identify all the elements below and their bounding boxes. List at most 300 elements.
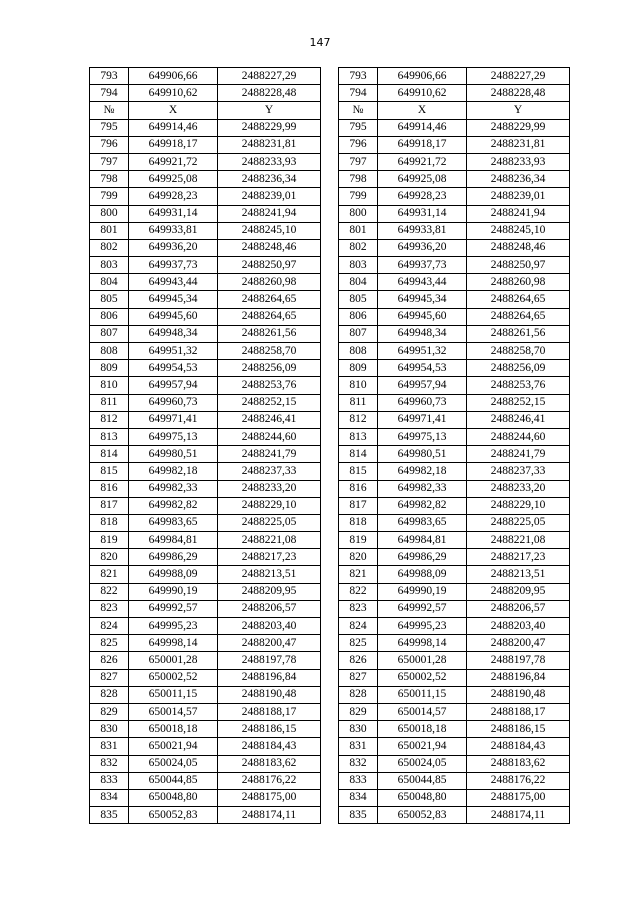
point-number-cell: 802: [339, 239, 378, 256]
coordinates-table: [89, 67, 570, 824]
table-row: [90, 136, 570, 153]
table-row: [90, 446, 570, 463]
table-row: [90, 755, 570, 772]
x-coordinate-cell: 649914,46: [378, 119, 467, 136]
x-coordinate-cell: 650001,28: [378, 652, 467, 669]
point-number-cell: 822: [90, 583, 129, 600]
point-number-cell: 835: [339, 807, 378, 824]
x-coordinate-cell: 649982,82: [129, 497, 218, 514]
point-number-cell: 799: [90, 188, 129, 205]
table-row: [90, 583, 570, 600]
point-number-cell: 794: [339, 85, 378, 102]
column-gap: [321, 360, 339, 377]
x-coordinate-cell: 649954,53: [129, 360, 218, 377]
point-number-cell: 823: [90, 600, 129, 617]
x-coordinate-cell: 649936,20: [129, 239, 218, 256]
table-row: [90, 428, 570, 445]
x-coordinate-cell: 650044,85: [378, 772, 467, 789]
point-number-cell: 812: [339, 411, 378, 428]
x-coordinate-cell: 649982,18: [378, 463, 467, 480]
x-coordinate-cell: 650011,15: [378, 686, 467, 703]
point-number-cell: 821: [90, 566, 129, 583]
point-number-cell: 795: [339, 119, 378, 136]
column-gap: [321, 102, 339, 119]
x-coordinate-cell: 649954,53: [378, 360, 467, 377]
x-coordinate-cell: 649933,81: [129, 222, 218, 239]
x-coordinate-cell: 650002,52: [129, 669, 218, 686]
x-coordinate-cell: 649948,34: [129, 325, 218, 342]
table-row: [90, 703, 570, 720]
point-number-cell: 819: [90, 532, 129, 549]
point-number-cell: 815: [339, 463, 378, 480]
y-coordinate-cell: 2488258,70: [218, 343, 321, 360]
y-coordinate-cell: 2488206,57: [218, 600, 321, 617]
point-number-cell: 820: [90, 549, 129, 566]
y-coordinate-cell: 2488227,29: [218, 68, 321, 85]
column-gap: [321, 686, 339, 703]
table-row: [90, 652, 570, 669]
y-coordinate-cell: 2488233,20: [218, 480, 321, 497]
x-coordinate-cell: 649937,73: [129, 257, 218, 274]
point-number-cell: 817: [90, 497, 129, 514]
y-coordinate-cell: 2488260,98: [218, 274, 321, 291]
x-coordinate-cell: 649948,34: [378, 325, 467, 342]
y-coordinate-cell: 2488225,05: [218, 514, 321, 531]
y-coordinate-cell: 2488190,48: [467, 686, 570, 703]
x-coordinate-cell: 649982,82: [378, 497, 467, 514]
x-coordinate-cell: 649945,34: [378, 291, 467, 308]
y-coordinate-cell: 2488241,94: [467, 205, 570, 222]
y-coordinate-cell: 2488221,08: [218, 532, 321, 549]
column-gap: [321, 618, 339, 635]
point-number-cell: 826: [339, 652, 378, 669]
table-row: [90, 85, 570, 102]
point-number-cell: 796: [339, 136, 378, 153]
column-gap: [321, 222, 339, 239]
x-coordinate-cell: 649984,81: [378, 532, 467, 549]
column-gap: [321, 789, 339, 806]
y-coordinate-cell: 2488184,43: [218, 738, 321, 755]
point-number-cell: 815: [90, 463, 129, 480]
point-number-cell: 834: [339, 789, 378, 806]
point-number-cell: 829: [90, 703, 129, 720]
table-row: [90, 377, 570, 394]
column-gap: [321, 274, 339, 291]
page-number: 147: [309, 36, 331, 49]
point-number-cell: 811: [90, 394, 129, 411]
column-gap: [321, 635, 339, 652]
y-coordinate-cell: 2488227,29: [467, 68, 570, 85]
point-number-cell: 818: [339, 514, 378, 531]
y-coordinate-cell: 2488197,78: [467, 652, 570, 669]
y-coordinate-cell: 2488225,05: [467, 514, 570, 531]
x-coordinate-cell: 649937,73: [378, 257, 467, 274]
point-number-cell: 820: [339, 549, 378, 566]
x-coordinate-cell: 649933,81: [378, 222, 467, 239]
x-coordinate-cell: 650018,18: [129, 721, 218, 738]
point-number-cell: 832: [90, 755, 129, 772]
y-coordinate-cell: 2488200,47: [218, 635, 321, 652]
y-coordinate-cell: 2488183,62: [467, 755, 570, 772]
point-number-cell: 807: [90, 325, 129, 342]
y-coordinate-cell: 2488183,62: [218, 755, 321, 772]
y-coordinate-cell: 2488237,33: [218, 463, 321, 480]
column-gap: [321, 703, 339, 720]
point-number-cell: 807: [339, 325, 378, 342]
x-coordinate-cell: 649982,33: [378, 480, 467, 497]
point-number-cell: 813: [339, 428, 378, 445]
point-number-cell: 793: [339, 68, 378, 85]
point-number-cell: 816: [90, 480, 129, 497]
table-row: [90, 257, 570, 274]
y-coordinate-cell: 2488233,93: [467, 153, 570, 170]
point-number-cell: 821: [339, 566, 378, 583]
y-coordinate-cell: 2488197,78: [218, 652, 321, 669]
x-coordinate-cell: 649971,41: [129, 411, 218, 428]
y-coordinate-cell: 2488236,34: [218, 171, 321, 188]
x-coordinate-cell: 649992,57: [129, 600, 218, 617]
point-number-cell: 795: [90, 119, 129, 136]
column-gap: [321, 463, 339, 480]
column-gap: [321, 721, 339, 738]
y-coordinate-cell: 2488228,48: [218, 85, 321, 102]
table-row: [90, 789, 570, 806]
y-coordinate-cell: Y: [218, 102, 321, 119]
x-coordinate-cell: 649906,66: [378, 68, 467, 85]
x-coordinate-cell: 649951,32: [378, 343, 467, 360]
x-coordinate-cell: 649986,29: [129, 549, 218, 566]
table-row: [90, 171, 570, 188]
point-number-cell: 819: [339, 532, 378, 549]
point-number-cell: №: [90, 102, 129, 119]
y-coordinate-cell: 2488233,20: [467, 480, 570, 497]
point-number-cell: 828: [90, 686, 129, 703]
table-row: [90, 343, 570, 360]
table-row: [90, 153, 570, 170]
point-number-cell: 804: [90, 274, 129, 291]
point-number-cell: 830: [339, 721, 378, 738]
y-coordinate-cell: 2488206,57: [467, 600, 570, 617]
y-coordinate-cell: 2488250,97: [218, 257, 321, 274]
x-coordinate-cell: 649982,33: [129, 480, 218, 497]
table-row: [90, 669, 570, 686]
point-number-cell: 824: [90, 618, 129, 635]
y-coordinate-cell: Y: [467, 102, 570, 119]
table-row: [90, 291, 570, 308]
table-row: [90, 480, 570, 497]
column-gap: [321, 566, 339, 583]
x-coordinate-cell: 649914,46: [129, 119, 218, 136]
point-number-cell: 828: [339, 686, 378, 703]
point-number-cell: 832: [339, 755, 378, 772]
y-coordinate-cell: 2488261,56: [467, 325, 570, 342]
y-coordinate-cell: 2488209,95: [467, 583, 570, 600]
point-number-cell: 823: [339, 600, 378, 617]
y-coordinate-cell: 2488175,00: [218, 789, 321, 806]
y-coordinate-cell: 2488196,84: [467, 669, 570, 686]
y-coordinate-cell: 2488261,56: [218, 325, 321, 342]
x-coordinate-cell: 650024,05: [129, 755, 218, 772]
y-coordinate-cell: 2488233,93: [218, 153, 321, 170]
table-row: [90, 239, 570, 256]
table-row: [90, 222, 570, 239]
point-number-cell: 808: [339, 343, 378, 360]
x-coordinate-cell: 649998,14: [129, 635, 218, 652]
y-coordinate-cell: 2488221,08: [467, 532, 570, 549]
x-coordinate-cell: 650021,94: [378, 738, 467, 755]
x-coordinate-cell: 649983,65: [378, 514, 467, 531]
table-row: [90, 411, 570, 428]
point-number-cell: 834: [90, 789, 129, 806]
point-number-cell: 805: [339, 291, 378, 308]
table-row: [90, 600, 570, 617]
y-coordinate-cell: 2488228,48: [467, 85, 570, 102]
y-coordinate-cell: 2488244,60: [467, 428, 570, 445]
x-coordinate-cell: 649925,08: [378, 171, 467, 188]
x-coordinate-cell: 649931,14: [129, 205, 218, 222]
x-coordinate-cell: 649995,23: [129, 618, 218, 635]
x-coordinate-cell: 649975,13: [378, 428, 467, 445]
column-gap: [321, 532, 339, 549]
y-coordinate-cell: 2488264,65: [467, 308, 570, 325]
column-gap: [321, 669, 339, 686]
y-coordinate-cell: 2488246,41: [467, 411, 570, 428]
y-coordinate-cell: 2488175,00: [467, 789, 570, 806]
column-gap: [321, 136, 339, 153]
y-coordinate-cell: 2488229,99: [467, 119, 570, 136]
x-coordinate-cell: 649945,60: [378, 308, 467, 325]
table-header-row: [90, 102, 570, 119]
point-number-cell: 827: [90, 669, 129, 686]
x-coordinate-cell: 649960,73: [129, 394, 218, 411]
column-gap: [321, 497, 339, 514]
column-gap: [321, 428, 339, 445]
x-coordinate-cell: 650021,94: [129, 738, 218, 755]
point-number-cell: 816: [339, 480, 378, 497]
x-coordinate-cell: 649918,17: [129, 136, 218, 153]
column-gap: [321, 652, 339, 669]
x-coordinate-cell: 649931,14: [378, 205, 467, 222]
y-coordinate-cell: 2488213,51: [467, 566, 570, 583]
point-number-cell: 811: [339, 394, 378, 411]
point-number-cell: 802: [90, 239, 129, 256]
x-coordinate-cell: X: [129, 102, 218, 119]
table-row: [90, 772, 570, 789]
point-number-cell: 800: [90, 205, 129, 222]
x-coordinate-cell: 650048,80: [129, 789, 218, 806]
table-row: [90, 205, 570, 222]
y-coordinate-cell: 2488174,11: [467, 807, 570, 824]
x-coordinate-cell: 649936,20: [378, 239, 467, 256]
column-gap: [321, 480, 339, 497]
x-coordinate-cell: 650044,85: [129, 772, 218, 789]
y-coordinate-cell: 2488186,15: [218, 721, 321, 738]
y-coordinate-cell: 2488176,22: [218, 772, 321, 789]
table-row: [90, 738, 570, 755]
y-coordinate-cell: 2488231,81: [218, 136, 321, 153]
point-number-cell: 810: [339, 377, 378, 394]
y-coordinate-cell: 2488256,09: [218, 360, 321, 377]
y-coordinate-cell: 2488248,46: [467, 239, 570, 256]
y-coordinate-cell: 2488231,81: [467, 136, 570, 153]
point-number-cell: 817: [339, 497, 378, 514]
y-coordinate-cell: 2488244,60: [218, 428, 321, 445]
column-gap: [321, 755, 339, 772]
table-row: [90, 618, 570, 635]
x-coordinate-cell: 650011,15: [129, 686, 218, 703]
y-coordinate-cell: 2488264,65: [218, 291, 321, 308]
point-number-cell: 833: [90, 772, 129, 789]
y-coordinate-cell: 2488217,23: [218, 549, 321, 566]
x-coordinate-cell: 650001,28: [129, 652, 218, 669]
point-number-cell: 797: [90, 153, 129, 170]
y-coordinate-cell: 2488253,76: [467, 377, 570, 394]
column-gap: [321, 308, 339, 325]
y-coordinate-cell: 2488184,43: [467, 738, 570, 755]
x-coordinate-cell: 649990,19: [129, 583, 218, 600]
x-coordinate-cell: 649998,14: [378, 635, 467, 652]
point-number-cell: 833: [339, 772, 378, 789]
table-row: [90, 188, 570, 205]
column-gap: [321, 85, 339, 102]
y-coordinate-cell: 2488174,11: [218, 807, 321, 824]
x-coordinate-cell: 649986,29: [378, 549, 467, 566]
point-number-cell: 826: [90, 652, 129, 669]
y-coordinate-cell: 2488248,46: [218, 239, 321, 256]
table-row: [90, 274, 570, 291]
point-number-cell: 805: [90, 291, 129, 308]
x-coordinate-cell: 649971,41: [378, 411, 467, 428]
y-coordinate-cell: 2488236,34: [467, 171, 570, 188]
column-gap: [321, 600, 339, 617]
x-coordinate-cell: 649992,57: [378, 600, 467, 617]
x-coordinate-cell: 649910,62: [378, 85, 467, 102]
table-row: [90, 532, 570, 549]
point-number-cell: 825: [90, 635, 129, 652]
point-number-cell: 809: [339, 360, 378, 377]
point-number-cell: 803: [339, 257, 378, 274]
column-gap: [321, 68, 339, 85]
table-row: [90, 119, 570, 136]
table-row: [90, 807, 570, 824]
y-coordinate-cell: 2488229,99: [218, 119, 321, 136]
column-gap: [321, 411, 339, 428]
point-number-cell: 793: [90, 68, 129, 85]
x-coordinate-cell: 649951,32: [129, 343, 218, 360]
column-gap: [321, 549, 339, 566]
table-row: [90, 686, 570, 703]
point-number-cell: 800: [339, 205, 378, 222]
x-coordinate-cell: 649945,60: [129, 308, 218, 325]
y-coordinate-cell: 2488176,22: [467, 772, 570, 789]
point-number-cell: 829: [339, 703, 378, 720]
y-coordinate-cell: 2488252,15: [218, 394, 321, 411]
point-number-cell: 835: [90, 807, 129, 824]
table-row: [90, 549, 570, 566]
table-row: [90, 721, 570, 738]
point-number-cell: 814: [90, 446, 129, 463]
y-coordinate-cell: 2488256,09: [467, 360, 570, 377]
x-coordinate-cell: 649982,18: [129, 463, 218, 480]
y-coordinate-cell: 2488239,01: [218, 188, 321, 205]
table-row: [90, 635, 570, 652]
y-coordinate-cell: 2488241,94: [218, 205, 321, 222]
y-coordinate-cell: 2488264,65: [218, 308, 321, 325]
x-coordinate-cell: 649910,62: [129, 85, 218, 102]
y-coordinate-cell: 2488186,15: [467, 721, 570, 738]
point-number-cell: 801: [90, 222, 129, 239]
column-gap: [321, 257, 339, 274]
y-coordinate-cell: 2488260,98: [467, 274, 570, 291]
point-number-cell: 798: [339, 171, 378, 188]
point-number-cell: 814: [339, 446, 378, 463]
x-coordinate-cell: 650052,83: [378, 807, 467, 824]
point-number-cell: 794: [90, 85, 129, 102]
point-number-cell: 810: [90, 377, 129, 394]
table-row: [90, 325, 570, 342]
x-coordinate-cell: 649928,23: [378, 188, 467, 205]
table-row: [90, 394, 570, 411]
x-coordinate-cell: 649988,09: [378, 566, 467, 583]
point-number-cell: 801: [339, 222, 378, 239]
point-number-cell: 824: [339, 618, 378, 635]
table-row: [90, 68, 570, 85]
column-gap: [321, 239, 339, 256]
point-number-cell: 825: [339, 635, 378, 652]
y-coordinate-cell: 2488237,33: [467, 463, 570, 480]
table-row: [90, 308, 570, 325]
column-gap: [321, 205, 339, 222]
y-coordinate-cell: 2488203,40: [467, 618, 570, 635]
column-gap: [321, 514, 339, 531]
y-coordinate-cell: 2488250,97: [467, 257, 570, 274]
y-coordinate-cell: 2488217,23: [467, 549, 570, 566]
x-coordinate-cell: 649921,72: [129, 153, 218, 170]
x-coordinate-cell: 649990,19: [378, 583, 467, 600]
point-number-cell: №: [339, 102, 378, 119]
point-number-cell: 808: [90, 343, 129, 360]
x-coordinate-cell: 649984,81: [129, 532, 218, 549]
y-coordinate-cell: 2488200,47: [467, 635, 570, 652]
x-coordinate-cell: X: [378, 102, 467, 119]
y-coordinate-cell: 2488188,17: [467, 703, 570, 720]
x-coordinate-cell: 649921,72: [378, 153, 467, 170]
point-number-cell: 796: [90, 136, 129, 153]
x-coordinate-cell: 649988,09: [129, 566, 218, 583]
column-gap: [321, 343, 339, 360]
point-number-cell: 812: [90, 411, 129, 428]
y-coordinate-cell: 2488245,10: [467, 222, 570, 239]
x-coordinate-cell: 649918,17: [378, 136, 467, 153]
x-coordinate-cell: 650014,57: [129, 703, 218, 720]
column-gap: [321, 738, 339, 755]
x-coordinate-cell: 650052,83: [129, 807, 218, 824]
y-coordinate-cell: 2488253,76: [218, 377, 321, 394]
x-coordinate-cell: 649983,65: [129, 514, 218, 531]
table-row: [90, 360, 570, 377]
x-coordinate-cell: 649957,94: [129, 377, 218, 394]
table-row: [90, 463, 570, 480]
point-number-cell: 803: [90, 257, 129, 274]
y-coordinate-cell: 2488196,84: [218, 669, 321, 686]
y-coordinate-cell: 2488188,17: [218, 703, 321, 720]
column-gap: [321, 291, 339, 308]
x-coordinate-cell: 649995,23: [378, 618, 467, 635]
column-gap: [321, 583, 339, 600]
table-row: [90, 566, 570, 583]
y-coordinate-cell: 2488241,79: [218, 446, 321, 463]
column-gap: [321, 446, 339, 463]
